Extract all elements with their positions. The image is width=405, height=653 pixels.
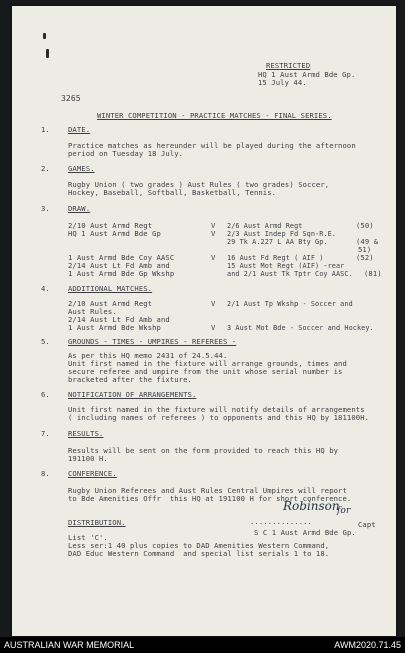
section-body-line: Unit first named in the fixture will notify details of arrangements <box>68 405 365 414</box>
additional-left: Aust Rules. <box>68 307 117 316</box>
classification-label: RESTRICTED <box>266 61 311 70</box>
punch-hole <box>43 33 46 39</box>
draw-right: 29 Tk A.227 L AA Bty Gp. <box>227 238 328 246</box>
section-body-line: secure referee and umpire from the unit whose serial number is <box>68 367 343 376</box>
additional-versus: V <box>211 323 216 332</box>
draw-right: 16 Aust Fd Regt ( AIF ) <box>227 254 324 262</box>
footer-accession-number: AWM2020.71.45 <box>334 640 401 650</box>
draw-right: 2/6 Aust Armd Regt <box>227 222 303 230</box>
draw-serial: (49 & <box>356 237 379 246</box>
section-number: 3. <box>41 204 50 213</box>
section-heading: DATE. <box>68 125 91 134</box>
additional-versus: V <box>211 299 216 308</box>
section-heading: DRAW. <box>68 204 91 213</box>
section-body-line: Unit first named in the fixture will arrange grounds, times and <box>68 359 347 368</box>
draw-left: 2/10 Aust Armd Regt <box>68 221 153 230</box>
section-body-line: bracketed after the fixture. <box>68 375 192 384</box>
handwritten-signature: Robinson <box>283 499 340 513</box>
section-number: 4. <box>41 284 50 293</box>
section-body-line: As per this HQ memo 2431 of 24.5.44. <box>68 351 228 360</box>
draw-serial: (50) <box>356 221 374 230</box>
section-body-line: Hockey, Baseball, Softball, Basketball, Tennis. <box>68 188 277 197</box>
header-ref: HQ 1 Aust Armd Bde Gp. <box>258 70 356 79</box>
additional-right: 3 Aust Mot Bde - Soccer and Hockey. <box>227 324 374 332</box>
section-number: 2. <box>41 164 50 173</box>
section-body-line: period on Tuesday 18 July. <box>68 149 184 158</box>
document-title: WINTER COMPETITION - PRACTICE MATCHES - FINAL SERIES. <box>97 111 332 120</box>
section-body-line: Practice matches as hereunder will be played during the afternoon <box>68 141 356 150</box>
draw-left: 1 Aust Armd Bde Gp Wkshp <box>68 269 175 278</box>
section-body-line: ( including names of referees ) to opponents and this HQ by 181100H. <box>68 413 370 422</box>
distribution-line: List 'C'. <box>68 533 108 542</box>
draw-versus: V <box>211 229 216 238</box>
signature-rank: Capt <box>358 520 376 529</box>
section-heading: GAMES. <box>68 164 95 173</box>
additional-left: 1 Aust Armd Bde Wkshp <box>68 323 161 332</box>
additional-left: 2/14 Aust Lt Fd Amb and <box>68 315 170 324</box>
distribution-line: DAD Educ Western Command and special list serials 1 to 18. <box>68 549 330 558</box>
section-heading: NOTIFICATION OF ARRANGEMENTS. <box>68 390 197 399</box>
additional-right: 2/1 Aust Tp Wkshp - Soccer and <box>227 300 353 308</box>
section-body-line: 191100 H. <box>68 454 108 463</box>
footer-institution: AUSTRALIAN WAR MEMORIAL <box>4 640 135 650</box>
section-heading: GROUNDS - TIMES - UMPIRES - REFEREES - <box>68 337 237 346</box>
header-date: 15 July 44. <box>258 78 307 87</box>
draw-right: 2/3 Aust Indep Fd Sqn-R.E. <box>227 230 336 238</box>
section-body-line: Results will be sent on the form provided to reach this HQ by <box>68 446 339 455</box>
section-number: 8. <box>41 469 50 478</box>
draw-right: and 2/1 Aust Tk Tptr Coy AASC. <box>227 270 353 278</box>
section-body-line: Rugby Union ( two grades ) Aust Rules ( two grades) Soccer, <box>68 180 330 189</box>
file-number: 3265 <box>61 94 81 103</box>
section-number: 7. <box>41 429 50 438</box>
signature-dots: .............. <box>250 517 312 526</box>
additional-left: 2/10 Aust Armd Regt <box>68 299 153 308</box>
section-heading: CONFERENCE. <box>68 469 117 478</box>
draw-versus: V <box>211 221 216 230</box>
draw-left: 1 Aust Armd Bde Coy AASC <box>68 253 175 262</box>
draw-left: 2/14 Aust Lt Fd Amb and <box>68 261 170 270</box>
distribution-line: Less ser:1 40 plus copies to DAD Amenities Western Command, <box>68 541 330 550</box>
section-number: 5. <box>41 337 50 346</box>
handwritten-for: for <box>337 506 351 516</box>
signature-appointment: S C 1 Aust Armd Bde Gp. <box>254 528 356 537</box>
draw-serial: 51) <box>358 245 372 254</box>
section-body-line: Rugby Union Referees and Aust Rules Central Umpires will report <box>68 486 347 495</box>
draw-left: HQ 1 Aust Armd Bde Gp <box>68 229 161 238</box>
draw-serial: (52) <box>356 253 374 262</box>
section-number: 1. <box>41 125 50 134</box>
section-number: 6. <box>41 390 50 399</box>
section-body-line: to Bde Amenities Offr this HQ at 191100 H for short conference. <box>68 494 352 503</box>
section-heading: RESULTS. <box>68 429 104 438</box>
distribution-heading: DISTRIBUTION. <box>68 518 126 527</box>
archive-footer <box>0 637 405 653</box>
draw-right: 15 Aust Mot Regt (AIF) -rear <box>227 262 345 270</box>
section-heading: ADDITIONAL MATCHES. <box>68 284 153 293</box>
punch-hole <box>46 49 49 58</box>
draw-versus: V <box>211 253 216 262</box>
draw-serial: (81) <box>364 269 382 278</box>
